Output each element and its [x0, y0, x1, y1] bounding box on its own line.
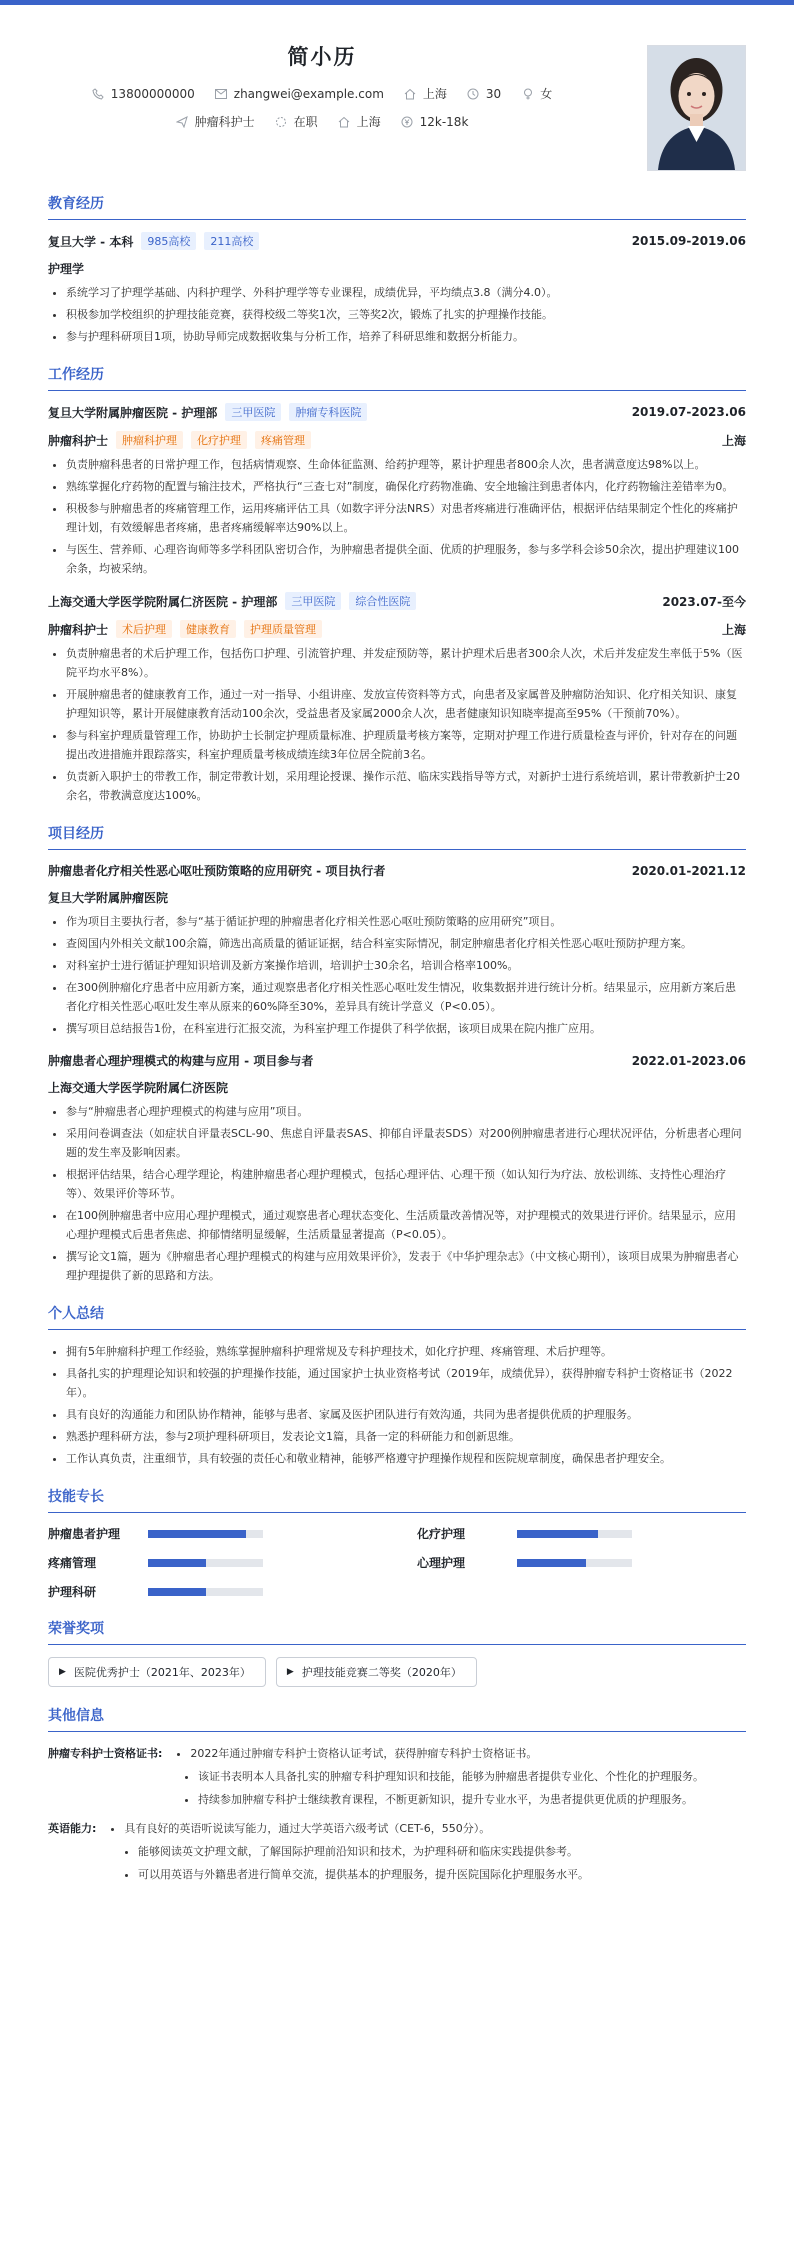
other-section [48, 1705, 746, 1884]
award-item [48, 1657, 266, 1687]
list-item: • 具备扎实的护理理论知识和较强的护理操作技能，通过国家护士执业资格考试（2019年，成绩优异），获得肿瘤专科护士资格证书（2022年）。 [66, 1364, 746, 1402]
phone-item [92, 87, 195, 101]
skill-bar [148, 1588, 263, 1596]
awards-list [48, 1657, 746, 1687]
projects-title: 项目经历 [48, 823, 746, 850]
age-icon [467, 87, 480, 100]
list-item: • 开展肿瘤患者的健康教育工作，通过一对一指导、小组讲座、发放宣传资料等方式，向患者及家属普及肿瘤防治知识、化疗相关知识、康复护理知识等，累计开展健康教育活动100余次，受益患者及家属2000余人次，患者健康知识知晓率提高至95%（干预前70%）。 [66, 685, 746, 723]
education-bullets [48, 283, 746, 346]
english-bullets [48, 1842, 746, 1884]
list-item: • 系统学习了护理学基础、内科护理学、外科护理学等专业课程，成绩优异，平均绩点3.8（满分4.0）。 [66, 283, 746, 302]
education-date: 2015.09-2019.06 [631, 234, 746, 248]
work-date: 2019.07-2023.06 [631, 405, 746, 419]
list-item: • 2022年通过肿瘤专科护士资格认证考试，获得肿瘤专科护士资格证书。 [190, 1744, 537, 1763]
role-name: 肿瘤科护士 [48, 622, 109, 637]
skill-bar [517, 1559, 632, 1567]
skill-item [48, 1554, 377, 1571]
skill-bar-fill [517, 1530, 598, 1538]
cert-bullets [48, 1767, 746, 1809]
list-item: • 在100例肿瘤患者中应用心理护理模式，通过观察患者心理状态变化、生活质量改善情况等，对护理模式的效果进行评价。结果显示，应用心理护理模式后患者焦虑、抑郁情绪明显缓解，生活质量显著提高（P<0.05）。 [66, 1206, 746, 1244]
skill-label: 肿瘤患者护理 [48, 1527, 121, 1541]
list-item: • 与医生、营养师、心理咨询师等多学科团队密切合作，为肿瘤患者提供全面、优质的护理服务，参与多学科会诊50余次，提出护理建议100余条，均被采纳。 [66, 540, 746, 578]
triangle-icon: ▶ [286, 1667, 294, 1677]
list-item: • 根据评估结果，结合心理学理论，构建肿瘤患者心理护理模式，包括心理评估、心理干预（如认知行为疗法、放松训练、支持性心理治疗等）、效果评价等环节。 [66, 1165, 746, 1203]
gender-text: 女 [540, 87, 553, 101]
role-name: 肿瘤科护士 [48, 433, 109, 448]
school-tag: 985高校 [141, 232, 196, 250]
list-item: • 撰写论文1篇，题为《肿瘤患者心理护理模式的构建与应用效果评价》，发表于《中华护理杂志》（中文核心期刊），该项目成果为肿瘤患者心理护理提供了新的思路和方法。 [66, 1247, 746, 1285]
job-text: 肿瘤科护士 [194, 115, 255, 129]
skill-label: 疼痛管理 [48, 1556, 97, 1570]
work-city: 上海 [721, 433, 746, 448]
other-title: 其他信息 [48, 1705, 746, 1732]
skills-title: 技能专长 [48, 1486, 746, 1513]
project-date: 2022.01-2023.06 [631, 1053, 746, 1068]
role-row [48, 431, 746, 449]
education-title: 教育经历 [48, 193, 746, 220]
skill-bar-fill [517, 1559, 586, 1567]
list-item: • 拥有5年肿瘤科护理工作经验，熟练掌握肿瘤科护理常规及专科护理技术，如化疗护理、疼痛管理、术后护理等。 [66, 1342, 746, 1361]
status-icon [275, 115, 288, 128]
english-group [48, 1819, 746, 1884]
project-org: 上海交通大学医学院附属仁济医院 [48, 1081, 229, 1095]
age-text: 30 [485, 86, 502, 101]
skill-tag: 护理质量管理 [244, 620, 322, 638]
status-item [275, 113, 318, 130]
skill-bar [517, 1530, 632, 1538]
school-name: 复旦大学 - 本科 [48, 234, 134, 249]
award-text: 医院优秀护士（2021年、2023年） [73, 1666, 251, 1679]
project-date: 2020.01-2021.12 [631, 863, 746, 878]
list-item: • 积极参与肿瘤患者的疼痛管理工作，运用疼痛评估工具（如数字评分法NRS）对患者疼痛进行准确评估，根据评估结果制定个性化的疼痛护理计划，有效缓解患者疼痛，患者疼痛缓解率达90%以上。 [66, 499, 746, 537]
skill-item [48, 1525, 377, 1542]
role-row [48, 620, 746, 638]
skill-item [417, 1554, 746, 1571]
list-item: • 作为项目主要执行者，参与“基于循证护理的肿瘤患者化疗相关性恶心呕吐预防策略的应用研究”项目。 [66, 912, 746, 931]
work-entry [48, 403, 746, 578]
salary-icon [401, 115, 414, 128]
job-item [176, 113, 255, 130]
project-name: 肿瘤患者心理护理模式的构建与应用 - 项目参与者 [48, 1054, 314, 1068]
work-bullets [48, 644, 746, 805]
summary-bullets [48, 1342, 746, 1468]
list-item: • 对科室护士进行循证护理知识培训及新方案操作培训，培训护士30余名，培训合格率100%。 [66, 956, 746, 975]
gender-item [521, 85, 552, 102]
org-tag: 三甲医院 [285, 592, 341, 610]
work-city: 上海 [721, 622, 746, 637]
work-org: 复旦大学附属肿瘤医院 - 护理部 [48, 405, 218, 420]
email-item [215, 87, 384, 101]
work-row [48, 592, 746, 610]
project-entry [48, 1052, 746, 1285]
skill-label: 化疗护理 [417, 1527, 466, 1541]
skill-tag: 肿瘤科护理 [116, 431, 183, 449]
cert-key: 肿瘤专科护士资格证书: [48, 1747, 163, 1760]
list-item: • 撰写项目总结报告1份，在科室进行汇报交流，为科室护理工作提供了科学依据，该项目成果在院内推广应用。 [66, 1019, 746, 1038]
awards-title: 荣誉奖项 [48, 1618, 746, 1645]
project-name: 肿瘤患者化疗相关性恶心呕吐预防策略的应用研究 - 项目执行者 [48, 864, 386, 878]
contact-row [48, 85, 596, 102]
work-title: 工作经历 [48, 364, 746, 391]
project-bullets [48, 1102, 746, 1285]
awards-section [48, 1618, 746, 1687]
skills-section [48, 1486, 746, 1600]
skill-bar-fill [148, 1559, 206, 1567]
skill-bar [148, 1530, 263, 1538]
work-section [48, 364, 746, 805]
skills-grid [48, 1525, 746, 1600]
list-item: • 具有良好的沟通能力和团队协作精神，能够与患者、家属及医护团队进行有效沟通，共同为患者提供优质的护理服务。 [66, 1405, 746, 1424]
list-item: • 具有良好的英语听说读写能力，通过大学英语六级考试（CET-6，550分）。 [124, 1819, 490, 1838]
list-item: • 查阅国内外相关文献100余篇，筛选出高质量的循证证据，结合科室实际情况，制定肿瘤患者化疗相关性恶心呕吐预防护理方案。 [66, 934, 746, 953]
list-item: • 能够阅读英文护理文献，了解国际护理前沿知识和技术，为护理科研和临床实践提供参考。 [138, 1842, 746, 1861]
gender-icon [521, 87, 534, 100]
summary-section [48, 1303, 746, 1468]
skill-label: 心理护理 [417, 1556, 466, 1570]
skill-tag: 化疗护理 [191, 431, 247, 449]
skill-bar-fill [148, 1588, 206, 1596]
list-item: • 工作认真负责，注重细节，具有较强的责任心和敬业精神，能够严格遵守护理操作规程和医院规章制度，确保患者护理安全。 [66, 1449, 746, 1468]
list-item: • 积极参加学校组织的护理技能竞赛，获得校级二等奖1次，三等奖2次，锻炼了扎实的护理操作技能。 [66, 305, 746, 324]
age-item [467, 87, 501, 101]
award-text: 护理技能竞赛二等奖（2020年） [301, 1666, 462, 1679]
skill-tag: 健康教育 [180, 620, 236, 638]
school-tag: 211高校 [204, 232, 259, 250]
education-section [48, 193, 746, 346]
award-item [276, 1657, 477, 1687]
skill-bar-fill [148, 1530, 246, 1538]
skill-item [48, 1583, 377, 1600]
cert-group [48, 1744, 746, 1809]
projects-section [48, 823, 746, 1285]
resume-header [48, 5, 746, 175]
phone-icon [92, 87, 105, 100]
job-row [48, 113, 596, 130]
city-item [404, 85, 447, 102]
list-item: • 参与科室护理质量管理工作，协助护士长制定护理质量标准、护理质量考核方案等，定期对护理工作进行质量检查与评价，针对存在的问题提出改进措施并跟踪落实，科室护理质量考核成绩连续3年位居全院前3名。 [66, 726, 746, 764]
work-date: 2023.07-至今 [662, 594, 746, 609]
education-row [48, 232, 746, 250]
work-row [48, 403, 746, 421]
list-item: • 负责肿瘤患者的术后护理工作，包括伤口护理、引流管护理、并发症预防等，累计护理术后患者300余人次，术后并发症发生率低于5%（医院平均水平8%）。 [66, 644, 746, 682]
summary-title: 个人总结 [48, 1303, 746, 1330]
list-item: • 熟悉护理科研方法，参与2项护理科研项目，发表论文1篇，具备一定的科研能力和创新思维。 [66, 1427, 746, 1446]
skill-label: 护理科研 [48, 1585, 97, 1599]
target-city-item [338, 113, 381, 130]
project-row [48, 862, 746, 879]
skill-tag: 疼痛管理 [255, 431, 311, 449]
skill-tag: 术后护理 [116, 620, 172, 638]
list-item: • 该证书表明本人具备扎实的肿瘤专科护理知识和技能，能够为肿瘤患者提供专业化、个性化的护理服务。 [198, 1767, 746, 1786]
skill-item [417, 1525, 746, 1542]
home-icon [338, 115, 351, 128]
salary-item [401, 115, 469, 129]
org-tag: 肿瘤专科医院 [289, 403, 367, 421]
phone-text: 13800000000 [110, 86, 195, 101]
send-icon [176, 115, 189, 128]
email-text: zhangwei@example.com [233, 86, 384, 101]
status-text: 在职 [293, 115, 318, 129]
candidate-name: 简小历 [287, 45, 357, 69]
project-bullets [48, 912, 746, 1038]
skill-bar [148, 1559, 263, 1567]
list-item: • 采用问卷调查法（如症状自评量表SCL-90、焦虑自评量表SAS、抑郁自评量表SDS）对200例肿瘤患者进行心理状况评估，分析患者心理问题的发生率及影响因素。 [66, 1124, 746, 1162]
project-entry [48, 862, 746, 1038]
triangle-icon: ▶ [59, 1667, 66, 1677]
list-item: • 在300例肿瘤化疗患者中应用新方案，通过观察患者化疗相关性恶心呕吐发生情况，收集数据并进行统计分析。结果显示，应用新方案后患者化疗相关性恶心呕吐发生率从原来的60%降至30%，差异具有统计学意义（P<0.05）。 [66, 978, 746, 1016]
project-row [48, 1052, 746, 1069]
list-item: • 负责新入职护士的带教工作，制定带教计划，采用理论授课、操作示范、临床实践指导等方式，对新护士进行系统培训，累计带教新护士20余名，带教满意度达100%。 [66, 767, 746, 805]
work-entry [48, 592, 746, 805]
major-name: 护理学 [48, 262, 85, 276]
list-item: • 参与护理科研项目1项，协助导师完成数据收集与分析工作，培养了科研思维和数据分析能力。 [66, 327, 746, 346]
list-item: • 参与“肿瘤患者心理护理模式的构建与应用”项目。 [66, 1102, 746, 1121]
city-text: 上海 [422, 87, 447, 101]
salary-text: 12k-18k [419, 114, 469, 129]
english-key: 英语能力: [48, 1822, 97, 1835]
list-item: • 可以用英语与外籍患者进行简单交流，提供基本的护理服务，提升医院国际化护理服务水平。 [138, 1865, 746, 1884]
profile-photo [647, 45, 746, 171]
project-org: 复旦大学附属肿瘤医院 [48, 891, 169, 905]
work-org: 上海交通大学医学院附属仁济医院 - 护理部 [48, 594, 278, 609]
list-item: • 熟练掌握化疗药物的配置与输注技术，严格执行“三查七对”制度，确保化疗药物准确、安全地输注到患者体内，化疗药物输注差错率为0。 [66, 477, 746, 496]
home-icon [404, 87, 417, 100]
list-item: • 负责肿瘤科患者的日常护理工作，包括病情观察、生命体征监测、给药护理等，累计护理患者800余人次，患者满意度达98%以上。 [66, 455, 746, 474]
list-item: • 持续参加肿瘤专科护士继续教育课程，不断更新知识，提升专业水平，为患者提供更优质的护理服务。 [198, 1790, 746, 1809]
target-city-text: 上海 [356, 115, 381, 129]
work-bullets [48, 455, 746, 578]
org-tag: 三甲医院 [225, 403, 281, 421]
org-tag: 综合性医院 [349, 592, 416, 610]
mail-icon [215, 87, 228, 100]
